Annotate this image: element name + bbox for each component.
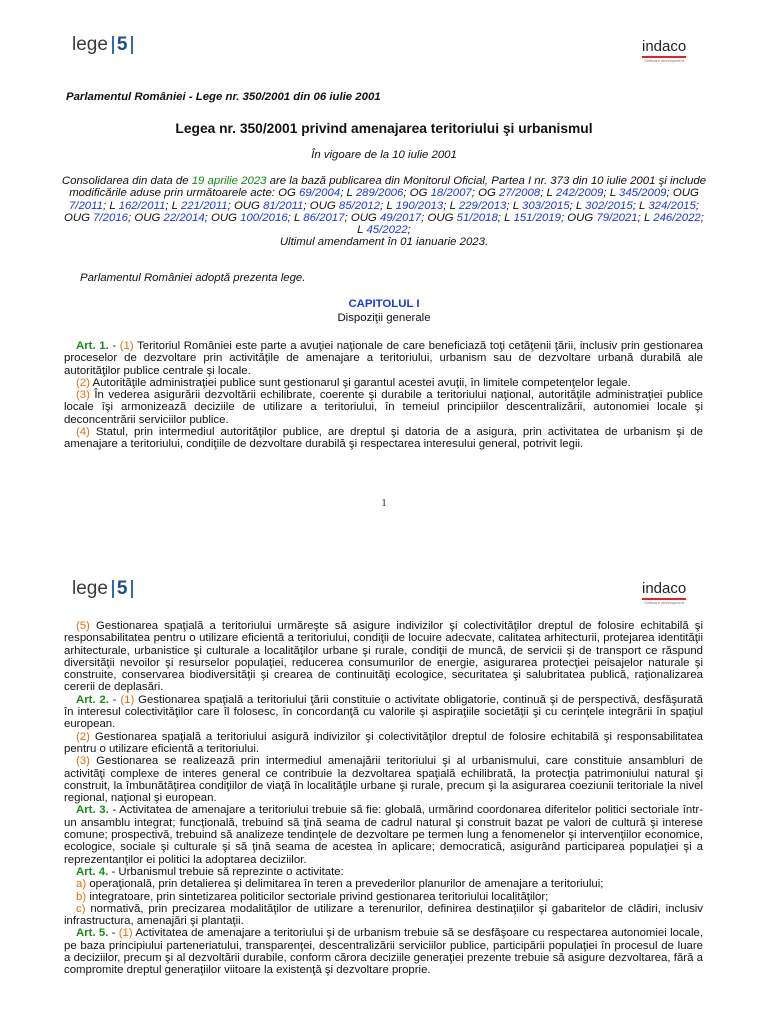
document-header: Parlamentul României - Lege nr. 350/2001 din 06 iulie 2001 [66, 91, 381, 103]
paragraph-text: Urbanismul trebuie să reprezinte o activitate: [118, 865, 344, 878]
paragraph-number: (1) [120, 693, 135, 706]
document-title: Legea nr. 350/2001 privind amenajarea teritoriului şi urbanismul [175, 121, 593, 136]
act-link[interactable]: 190/2013 [395, 199, 444, 212]
act-link[interactable]: 100/2016 [240, 211, 288, 224]
act-link[interactable]: 345/2009 [619, 187, 667, 200]
act-separator: ; [695, 199, 700, 212]
article-label: Art. 5. [76, 927, 109, 940]
act-link[interactable]: 303/2015 [522, 199, 570, 212]
act-separator: ; [407, 224, 411, 237]
article-4-letter-c [64, 903, 703, 928]
act-separator: ; [560, 211, 568, 224]
act-link[interactable]: 27/2008 [499, 187, 541, 200]
act-link[interactable]: 81/2011 [263, 199, 304, 212]
act-separator: ; [603, 187, 610, 200]
act-type: OUG [64, 211, 94, 224]
paragraph-text: Gestionarea spaţială a teritoriului ţării constituie o activitate obligatorie, continuă şi de perspectivă, desfăşurată în interesul colectivităţilor care îl folosesc, în concordanţă cu valorile şi aspiraţiile societăţii şi cu cerinţele integrării în spaţiul european. [64, 693, 704, 731]
act-separator: ; [443, 199, 450, 212]
act-link[interactable]: 162/2011 [118, 199, 166, 212]
article-4-letter-a [64, 878, 703, 890]
act-type: L [639, 199, 649, 212]
act-separator: ; [380, 199, 387, 212]
act-separator: ; [204, 211, 212, 224]
act-separator: ; [471, 187, 479, 200]
letter-number: b) [76, 890, 87, 903]
paragraph-number: (1) [118, 927, 133, 940]
act-link[interactable]: 51/2018 [456, 211, 498, 224]
act-link[interactable]: 85/2012 [338, 199, 381, 212]
paragraph-text: Gestionarea spaţială a teritoriului asigură indivizilor şi colectivităţilor dreptul de folosire echitabilă şi responsabilitatea pentru o utilizare eficientă a teritoriului. [64, 730, 703, 755]
article-1-paragraph-4 [64, 426, 703, 451]
indaco-logo [642, 580, 686, 605]
act-type: OG [409, 187, 431, 200]
act-link[interactable]: 49/2017 [379, 211, 422, 224]
article-label: Art. 2. [76, 693, 109, 706]
act-separator: ; [287, 211, 294, 224]
act-type: OUG [672, 187, 699, 200]
lege5-logo [72, 34, 133, 56]
chapter-title: CAPITOLUL I [348, 298, 420, 310]
article-1-paragraph-3 [64, 389, 703, 426]
indaco-logo-subtitle: Software development [644, 600, 684, 605]
act-link[interactable]: 7/2011 [68, 199, 103, 212]
act-separator: ; [165, 199, 172, 212]
consolidation-prefix: Consolidarea din data de [61, 175, 192, 187]
act-type: OUG [309, 199, 339, 212]
paragraph-text: integratoare, prin sintetizarea politicilor sectoriale privind gestionarea teritoriului localităţilor; [89, 890, 549, 903]
act-link[interactable]: 18/2007 [430, 187, 472, 200]
act-link[interactable]: 229/2013 [458, 199, 507, 212]
act-link[interactable]: 246/2022 [653, 211, 701, 224]
paragraph-number: (1) [119, 340, 134, 352]
act-separator: ; [637, 211, 644, 224]
act-type: L [643, 211, 654, 224]
lege-logo-text: lege [72, 578, 108, 599]
act-separator: ; [497, 211, 505, 224]
act-link[interactable]: 324/2015 [648, 199, 696, 212]
act-type: L [575, 199, 586, 212]
last-amendment: Ultimul amendament în 01 ianuarie 2023. [279, 236, 489, 249]
paragraph-number: (3) [76, 389, 90, 402]
act-type: OUG [350, 211, 380, 224]
act-separator: ; [403, 187, 410, 200]
article-1-paragraph-1: Art. 1. - (1) Teritoriul României este parte a avuţiei naţionale de care beneficiază toţi cetăţenii ţării, inclusiv prin gestionarea proceselor de dezvoltare prin activităţile de amenajare a teritoriului, urbanism sau de dezvoltare urbană durabilă ale autorităţilor publice centrale şi locale. [64, 340, 703, 377]
consolidation-text: are la bază publicarea din Monitorul Oficial, Partea I nr. 373 din 10 iulie 2001 şi include modificările aduse prin următoarele acte: [69, 175, 707, 200]
adoption-statement: Parlamentul României adoptă prezenta lege. [80, 272, 306, 284]
paragraph-number: (2) [76, 730, 90, 743]
act-type: OG [278, 187, 300, 200]
article-1-paragraph-5 [64, 620, 703, 694]
article-3: Art. 3. - Activitatea de amenajare a teritoriului trebuie să fie: globală, urmărind coordonarea diferitelor politici sectoriale într-un ansamblu integrat; funcţională, trebuind să ţină seama de cadrul natural şi construit bazat pe valori de cultură şi interese comune; prospectivă, trebuind să analizeze tendinţele de dezvoltare pe termen lung a fenomenelor şi intervenţiilor economice, ecologice, sociale şi culturale şi să ţină seama de acestea în aplicare; democratică, asigurând participarea populaţiei şi a reprezentanţilor ei politici la adoptarea deciziilor. [64, 804, 704, 866]
article-label: Art. 4. [76, 865, 109, 878]
paragraph-text: Teritoriul României este parte a avuţiei naţionale de care beneficiază toţi cetăţenii ţării, inclusiv prin gestionarea proceselor de dezvoltare prin activităţile de amenajare a teritoriului, urbanism sau de dezvoltare urbană durabilă ale autorităţilor publice centrale şi locale. [64, 340, 703, 377]
article-4-intro: Art. 4. - Urbanismul trebuie să reprezinte o activitate: [76, 865, 344, 878]
article-label: Art. 1. [76, 340, 109, 352]
article-5-paragraph-1: Art. 5. - (1) Activitatea de amenajare a teritoriului şi de urbanism trebuie să se desfăşoare cu respectarea autonomiei locale, pe baza principiului parteneriatului, transparenţei, descentralizării serviciilor publice, participării populaţiei în procesul de luare a deciziilor, precum şi al dezvoltării durabile, conform cărora deciziile generaţiei prezente trebuie să asigure dezvoltarea, fără a compromite dreptul generaţiilor viitoare la existenţă şi dezvoltare proprie. [64, 927, 703, 977]
act-link[interactable]: 45/2022 [366, 224, 408, 237]
page-number: 1 [381, 498, 387, 509]
act-link[interactable]: 302/2015 [585, 199, 633, 212]
act-separator: ; [421, 211, 428, 224]
act-separator: ; [632, 199, 640, 212]
act-separator: ; [303, 199, 310, 212]
lege-logo-text: lege [72, 34, 108, 55]
in-force-line: În vigoare de la 10 iulie 2001 [311, 149, 457, 161]
act-type: OG [478, 187, 500, 200]
act-type: L [449, 199, 459, 212]
article-1-paragraph-2 [64, 377, 703, 389]
act-separator: ; [344, 211, 351, 224]
act-separator: ; [128, 211, 135, 224]
consolidation-note [60, 175, 708, 249]
paragraph-text: În vederea asigurării dezvoltării echilibrate, coerente şi durabile a teritoriului naţional, autorităţile administraţiei publice locale îşi armonizează deciziile de utilizare a teritoriului, în temeiul principiilor descentralizării, autonomiei locale şi deconcentrării serviciilor publice. [64, 389, 703, 426]
paragraph-text: Activitatea de amenajare a teritoriului şi de urbanism trebuie să se desfăşoare cu respectarea autonomiei locale, pe baza principiului parteneriatului, transparenţei, descentralizării serviciilor publice, participării populaţiei în procesul de luare a deciziilor, precum şi al dezvoltării durabile, conform cărora deciziile generaţiei prezente trebuie să asigure dezvoltarea, fără a compromite dreptul generaţiilor viitoare la existenţă şi dezvoltare proprie. [64, 927, 703, 977]
paragraph-number: (3) [76, 755, 90, 768]
paragraph-text: Gestionarea se realizează prin intermediul amenajării teritoriului şi al urbanismului, care constituie ansambluri de activităţi complexe de interes general ce contribuie la dezvoltarea spaţială echilibrată, la protecţia patrimoniului natural şi construit, la îmbunătăţirea condiţiilor de viaţă în localităţile urbane şi rurale, precum şi la asigurarea coeziunii teritoriale la nivel regional, naţional şi european. [64, 755, 703, 805]
article-2-paragraph-3 [64, 755, 703, 804]
paragraph-text: Gestionarea spaţială a teritoriului urmăreşte să asigure indivizilor şi colectivităţilor dreptul de folosire echitabilă şi responsabilitatea pentru o utilizare eficientă a teritoriului, condiţii de locuire adecvate, calitatea arhitecturii, protejarea identităţii arhitecturale, urbanistice şi culturale a localităţilor urbane şi rurale, condiţii de muncă, de servicii şi de transport ce răspund diversităţii nevoilor şi resurselor populaţiei, reducerea consumurilor de energie, asigurarea protecţiei peisajelor naturale şi construite, conservarea biodiversităţii şi crearea de continuităţi ecologice, securitatea şi salubritatea publică, raţionalizarea cererii de deplasări. [64, 620, 703, 694]
act-type: L [546, 187, 556, 200]
act-separator: ; [227, 199, 234, 212]
act-separator: ; [102, 199, 110, 212]
indaco-logo [642, 38, 686, 63]
act-type: L [386, 199, 396, 212]
act-type: OUG [211, 211, 241, 224]
paragraph-text: Activitatea de amenajare a teritoriului trebuie să fie: globală, urmărind coordonarea diferitelor politici sectoriale într-un ansamblu integrat; funcţională, trebuind să ţină seama de cadrul natural şi construit bazat pe valori de cultură şi interese comune; prospectivă, trebuind să analizeze tendinţele de dezvoltare pe termen lung a fenomenelor şi intervenţiilor economice, ecologice, sociale şi culturale şi să ţină seama de acestea în aplicare; democratică, asigurând participarea populaţiei şi a reprezentanţilor ei politici la adoptarea deciziilor. [64, 804, 704, 866]
articles-block [64, 620, 703, 977]
act-link[interactable]: 221/2011 [180, 199, 228, 212]
act-separator: ; [506, 199, 513, 212]
act-link[interactable]: 289/2006 [355, 187, 404, 200]
chapter-subtitle: Dispoziţii generale [337, 312, 431, 324]
act-link[interactable]: 151/2019 [513, 211, 561, 224]
act-type: OUG [427, 211, 457, 224]
act-link[interactable]: 79/2021 [596, 211, 638, 224]
paragraph-number: (5) [76, 620, 90, 632]
act-separator: ; [700, 211, 704, 224]
paragraph-number: (4) [76, 426, 90, 439]
page-separator [0, 540, 768, 562]
paragraph-text: operaţională, prin detalierea şi delimitarea în teren a prevederilor planurilor de amenajare a teritoriului; [89, 878, 604, 891]
paragraph-number: (2) [76, 376, 90, 389]
act-type: L [357, 224, 367, 237]
act-type: L [504, 211, 514, 224]
indaco-logo-text: indaco [642, 580, 687, 597]
act-link[interactable]: 69/2004 [299, 187, 341, 200]
act-link[interactable]: 86/2017 [303, 211, 345, 224]
letter-number: a) [76, 878, 87, 891]
article-4-letter-b [64, 891, 703, 903]
document-page-2 [0, 562, 768, 1024]
act-type: L [346, 187, 356, 200]
lege-logo-number: 5 [112, 36, 133, 54]
act-type: L [171, 199, 181, 212]
act-separator: ; [340, 187, 347, 200]
article-label: Art. 3. [76, 804, 109, 817]
act-separator: ; [540, 187, 547, 200]
lege-logo-number: 5 [112, 580, 133, 598]
paragraph-text: normativă, prin precizarea modalităţilor de utilizare a terenurilor, definirea destinaţiilor şi gabaritelor de clădiri, inclusiv infrastructura, amenajări şi plantaţii. [64, 902, 703, 928]
indaco-logo-subtitle: Software development [644, 58, 684, 63]
act-type: OUG [567, 211, 597, 224]
article-2-paragraph-1: Art. 2. - (1) Gestionarea spaţială a teritoriului ţării constituie o activitate obligatorie, continuă şi de perspectivă, desfăşurată în interesul colectivităţilor care îl folosesc, în concordanţă cu valorile şi aspiraţiile societăţii şi cu cerinţele integrării în spaţiul european. [64, 693, 704, 731]
act-link[interactable]: 242/2009 [555, 187, 604, 200]
act-type: OUG [233, 199, 264, 212]
article-1-block [64, 340, 703, 451]
act-link[interactable]: 22/2014 [163, 211, 205, 224]
letter-number: c) [76, 902, 86, 915]
act-type: L [512, 199, 523, 212]
lege5-logo [72, 578, 133, 600]
act-link[interactable]: 7/2016 [93, 211, 129, 224]
act-type: L [609, 187, 619, 200]
act-type: L [294, 211, 304, 224]
consolidation-date: 19 aprilie 2023 [191, 175, 267, 187]
article-2-paragraph-2 [64, 731, 703, 756]
act-separator: ; [569, 199, 576, 212]
paragraph-text: Statul, prin intermediul autorităţilor publice, are dreptul şi datoria de a asigura, prin activitatea de urbanism şi de amenajare a teritoriului, condiţiile de dezvoltare durabilă şi respectarea interesului general, potrivit legii. [64, 426, 703, 451]
paragraph-text: Autorităţile administraţiei publice sunt gestionarul şi garantul acestei avuţii, în limitele competenţelor legale. [92, 376, 631, 389]
act-type: L [109, 199, 119, 212]
act-separator: ; [666, 187, 673, 200]
act-type: OUG [134, 211, 164, 224]
indaco-logo-text: indaco [642, 38, 687, 55]
